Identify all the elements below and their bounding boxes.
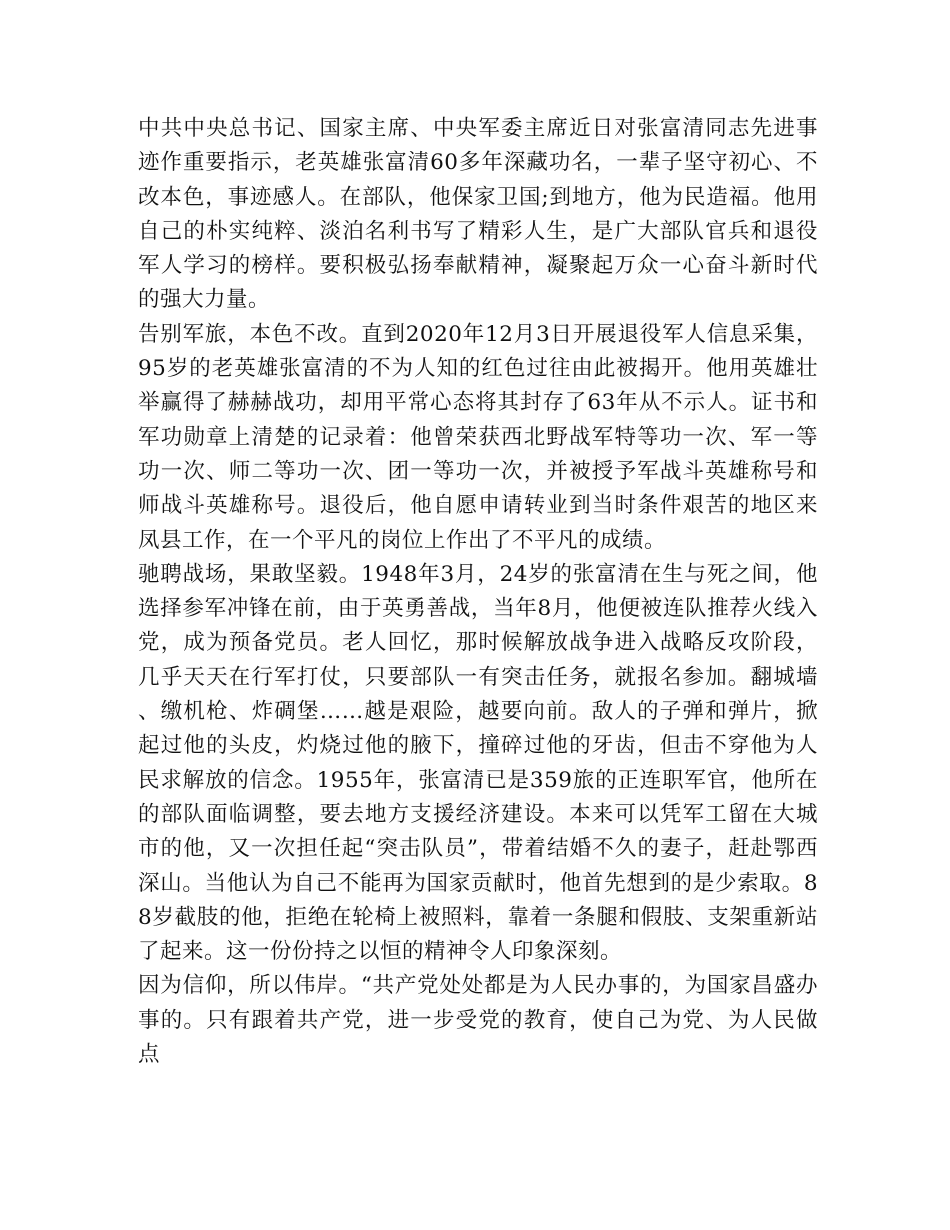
paragraph-4: 因为信仰，所以伟岸。“共产党处处都是为人民办事的，为国家昌盛办事的。只有跟着共产党，进一步受党的教育，使自己为党、为人民做点	[138, 973, 818, 1068]
document-body	[138, 112, 818, 1072]
paragraph-1: 中共中央总书记、国家主席、中央军委主席近日对张富清同志先进事迹作重要指示，老英雄张富清60多年深藏功名，一辈子坚守初心、不改本色，事迹感人。在部队，他保家卫国;到地方，他为民造福。他用自己的朴实纯粹、淡泊名利书写了精彩人生，是广大部队官兵和退役军人学习的榜样。要积极弘扬奉献精神，凝聚起万众一心奋斗新时代的强大力量。	[138, 116, 818, 313]
paragraph-2: 告别军旅，本色不改。直到2020年12月3日开展退役军人信息采集，95岁的老英雄张富清的不为人知的红色过往由此被揭开。他用英雄壮举赢得了赫赫战功，却用平常心态将其封存了63年从不示人。证书和军功勋章上清楚的记录着：他曾荣获西北野战军特等功一次、军一等功一次、师二等功一次、团一等功一次，并被授予军战斗英雄称号和师战斗英雄称号。退役后，他自愿申请转业到当时条件艰苦的地区来凤县工作，在一个平凡的岗位上作出了不平凡的成绩。	[138, 321, 818, 553]
paragraph-3: 驰聘战场，果敢坚毅。1948年3月，24岁的张富清在生与死之间，他选择参军冲锋在前，由于英勇善战，当年8月，他便被连队推荐火线入党，成为预备党员。老人回忆，那时候解放战争进入战略反攻阶段，几乎天天在行军打仗，只要部队一有突击任务，就报名参加。翻城墙、缴机枪、炸碉堡……越是艰险，越要向前。敌人的子弹和弹片，掀起过他的头皮，灼烧过他的腋下，撞碎过他的牙齿，但击不穿他为人民求解放的信念。1955年，张富清已是359旅的正连职军官，他所在的部队面临调整，要去地方支援经济建设。本来可以凭军工留在大城市的他，又一次担任起“突击队员”，带着结婚不久的妻子，赶赴鄂西深山。当他认为自己不能再为国家贡献时，他首先想到的是少索取。88岁截肢的他，拒绝在轮椅上被照料，靠着一条腿和假肢、支架重新站了起来。这一份份持之以恒的精神令人印象深刻。	[138, 561, 818, 965]
